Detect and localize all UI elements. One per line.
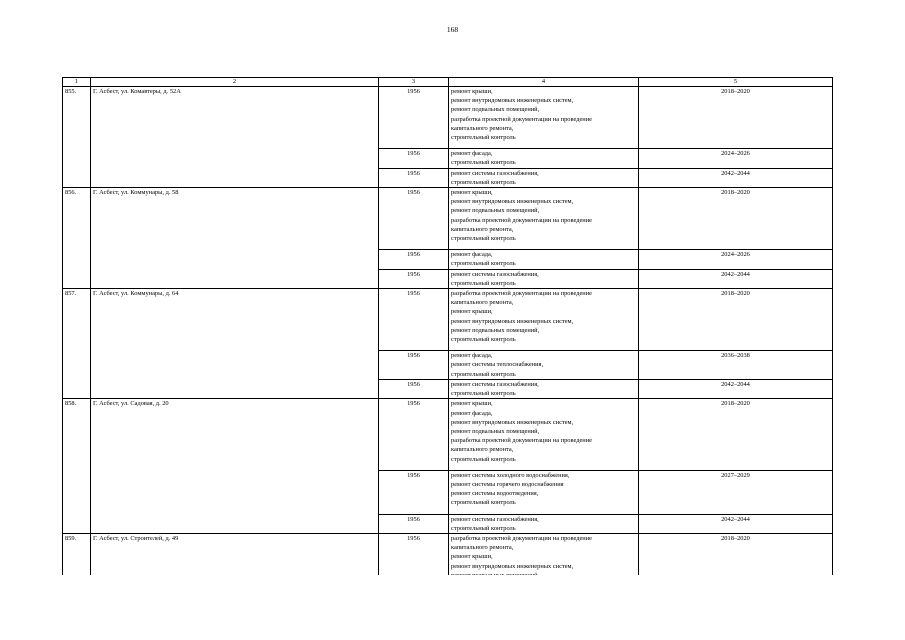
work-item: ремонт внутридомовых инженерных систем, [451,198,574,206]
commissioning-year: 1956 [379,379,449,398]
work-types [449,514,639,533]
column-number: 5 [639,78,833,87]
cell-spacing [451,344,636,350]
record-number: 856. [63,188,91,289]
work-item: строительный контроль [451,524,516,532]
commissioning-year: 1956 [379,399,449,470]
work-item: ремонт системы холодного водоснабжения, [451,471,570,479]
cell-spacing [451,142,636,148]
work-item: ремонт фасада, [451,251,493,259]
commissioning-year: 1956 [379,250,449,269]
planned-period: 2018–2020 [639,289,833,351]
work-item: ремонт подвальных помещений, [451,106,540,114]
work-item: разработка проектной документации на проведение [451,534,592,542]
work-item: ремонт крыши, [451,400,493,408]
commissioning-year: 1956 [379,168,449,187]
planned-period: 2018–2020 [639,533,833,595]
work-item: строительный контроль [451,499,516,507]
work-item: ремонт крыши, [451,553,493,561]
work-item: капитального ремонта, [451,446,514,454]
work-item: капитального ремонта, [451,544,514,552]
work-item: ремонт системы горячего водоснабжения [451,480,564,488]
work-types [449,289,639,351]
building-address: Г. Асбест, ул. Коммунары, д. 64 [91,289,379,399]
work-item: ремонт подвальных помещений, [451,326,540,334]
work-item: разработка проектной документации на проведение [451,437,592,445]
work-item: ремонт внутридомовых инженерных систем, [451,317,574,325]
work-item: строительный контроль [451,134,516,142]
building-address: Г. Асбест, ул. Комавтеры, д. 52А [91,87,379,188]
planned-period: 2024–2026 [639,250,833,269]
commissioning-year: 1956 [379,289,449,351]
work-types [449,399,639,470]
commissioning-year: 1956 [379,533,449,595]
work-item: ремонт подвальных помещений, [451,207,540,215]
work-item: ремонт внутридомовых инженерных систем, [451,562,574,570]
work-item: разработка проектной документации на проведение [451,290,592,298]
work-types [449,188,639,250]
work-item: ремонт крыши, [451,88,493,95]
planned-period: 2042–2044 [639,168,833,187]
planned-period: 2042–2044 [639,269,833,288]
work-item: разработка проектной документации на проведение [451,216,592,224]
record-number: 855. [63,87,91,188]
work-item: капитального ремонта, [451,124,514,132]
commissioning-year: 1956 [379,87,449,149]
work-item: ремонт системы газоснабжения, [451,270,539,278]
work-item: ремонт подвальных помещений, [451,427,540,435]
work-item: ремонт системы газоснабжения, [451,380,539,388]
building-address: Г. Асбест, ул. Садовая, д. 20 [91,399,379,534]
record-number: 857. [63,289,91,399]
commissioning-year: 1956 [379,351,449,380]
record-number: 859. [63,533,91,595]
planned-period: 2027–2029 [639,470,833,514]
work-item: строительный контроль [451,455,516,463]
work-item: строительный контроль [451,260,516,268]
column-number-row [63,78,833,87]
planned-period: 2018–2020 [639,188,833,250]
planned-period: 2018–2020 [639,87,833,149]
work-item: строительный контроль [451,235,516,243]
commissioning-year: 1956 [379,188,449,250]
work-types [449,470,639,514]
work-item: ремонт внутридомовых инженерных систем, [451,97,574,105]
table-row [63,289,833,351]
planned-period: 2042–2044 [639,379,833,398]
work-types [449,269,639,288]
page-bottom-margin [0,575,905,640]
work-item: ремонт фасада, [451,409,493,417]
planned-period: 2018–2020 [639,399,833,470]
cell-spacing [451,243,636,249]
work-types [449,87,639,149]
page-number: 168 [446,25,459,34]
work-types [449,351,639,380]
work-item: ремонт системы теплоснабжения, [451,361,544,369]
building-address: Г. Асбест, ул. Коммунары, д. 58 [91,188,379,289]
work-item: ремонт фасада, [451,150,493,158]
work-item: разработка проектной документации на проведение [451,115,592,123]
column-number: 3 [379,78,449,87]
planned-period: 2036–2038 [639,351,833,380]
work-item: строительный контроль [451,390,516,398]
table-row [63,399,833,470]
work-types [449,250,639,269]
table-row [63,188,833,250]
work-item: строительный контроль [451,159,516,167]
record-number: 858. [63,399,91,534]
work-item: капитального ремонта, [451,299,514,307]
work-types [449,168,639,187]
commissioning-year: 1956 [379,269,449,288]
commissioning-year: 1956 [379,470,449,514]
work-types [449,379,639,398]
work-item: строительный контроль [451,178,516,186]
column-number: 4 [449,78,639,87]
work-types [449,149,639,168]
work-item: ремонт системы водоотведения, [451,490,539,498]
work-item: ремонт крыши, [451,189,493,197]
work-item: ремонт фасада, [451,352,493,360]
planned-period: 2024–2026 [639,149,833,168]
table-body [63,87,833,596]
planned-period: 2042–2044 [639,514,833,533]
work-item: строительный контроль [451,279,516,287]
cell-spacing [451,464,636,470]
column-number: 2 [91,78,379,87]
work-item: ремонт внутридомовых инженерных систем, [451,418,574,426]
work-item: ремонт системы газоснабжения, [451,169,539,177]
cell-spacing [451,508,636,514]
work-item: капитального ремонта, [451,225,514,233]
work-item: ремонт системы газоснабжения, [451,515,539,523]
work-item: строительный контроль [451,370,516,378]
column-number: 1 [63,78,91,87]
work-item: строительный контроль [451,336,516,344]
building-address: Г. Асбест, ул. Строителей, д. 49 [91,533,379,595]
commissioning-year: 1956 [379,149,449,168]
work-item: ремонт крыши, [451,308,493,316]
table-row [63,87,833,149]
repair-schedule-table [62,77,833,596]
commissioning-year: 1956 [379,514,449,533]
